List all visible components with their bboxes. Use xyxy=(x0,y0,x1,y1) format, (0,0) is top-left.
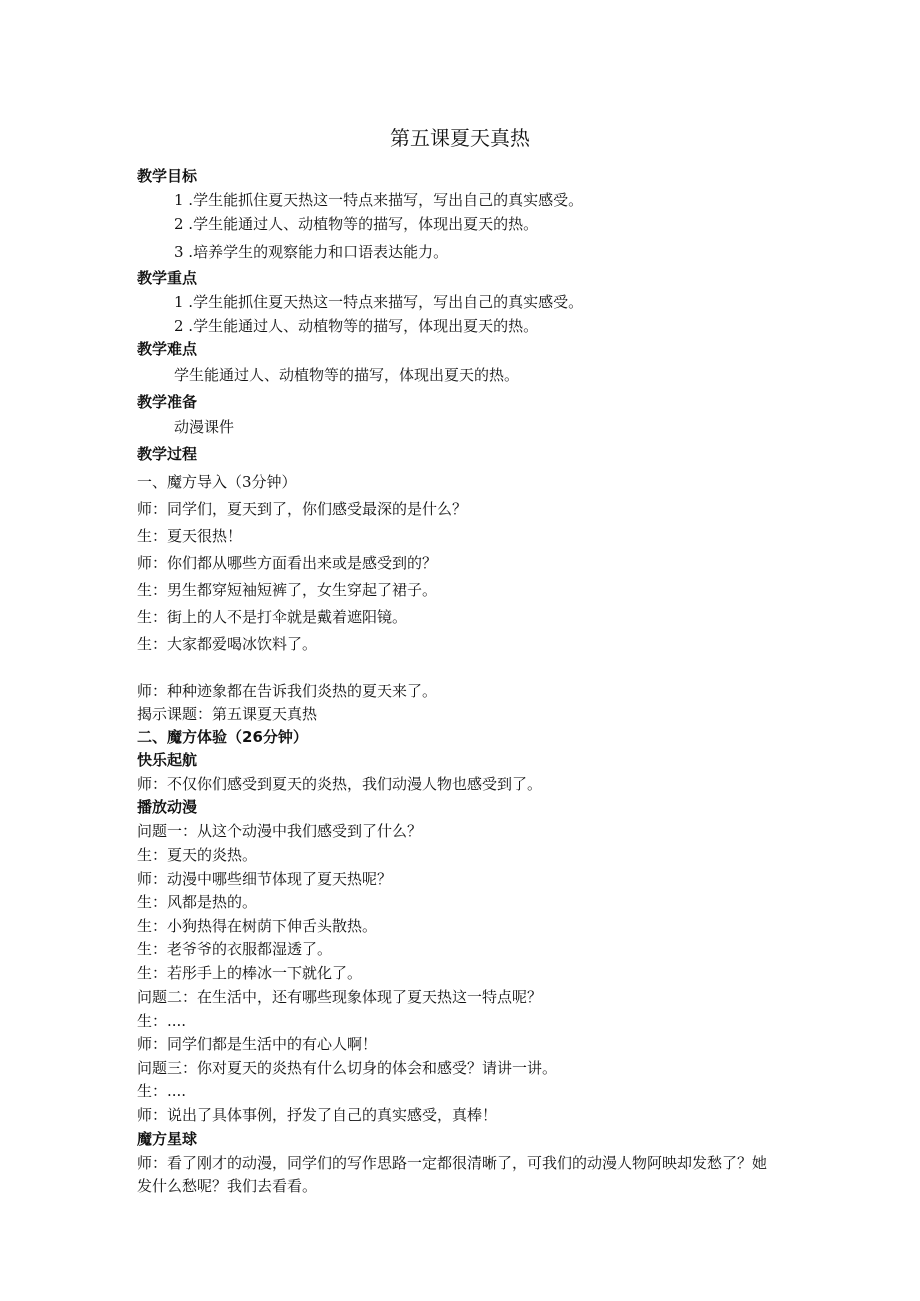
process-line: 问题二：在生活中，还有哪些现象体现了夏天热这一特点呢？ xyxy=(137,988,543,1006)
prep-heading: 教学准备 xyxy=(137,393,198,411)
process-line: 生：.... xyxy=(137,1082,187,1100)
process-line: 生：风都是热的。 xyxy=(137,893,258,911)
process-line: 问题一：从这个动漫中我们感受到了什么？ xyxy=(137,822,423,840)
process-line: 问题三：你对夏天的炎热有什么切身的体会和感受？请讲一讲。 xyxy=(137,1059,558,1077)
prep-text: 动漫课件 xyxy=(174,418,235,436)
key-item: 1 .学生能抓住夏天热这一特点来描写，写出自己的真实感受。 xyxy=(174,293,584,311)
process-heading: 教学过程 xyxy=(137,445,198,463)
process-line: 生：小狗热得在树荫下伸舌头散热。 xyxy=(137,917,378,935)
section-heading: 二、魔方体验（26分钟） xyxy=(137,728,308,746)
page-title: 第五课夏天真热 xyxy=(390,126,530,150)
process-line: 师：说出了具体事例，抒发了自己的真实感受，真棒！ xyxy=(137,1106,498,1124)
process-line: 揭示课题：第五课夏天真热 xyxy=(137,705,318,723)
difficult-heading: 教学难点 xyxy=(137,340,198,358)
section-heading: 魔方星球 xyxy=(137,1130,198,1148)
process-line: 师：不仅你们感受到夏天的炎热，我们动漫人物也感受到了。 xyxy=(137,775,543,793)
process-line: 师：你们都从哪些方面看出来或是感受到的？ xyxy=(137,554,438,572)
section-heading: 快乐起航 xyxy=(137,751,198,769)
process-line: 生：.... xyxy=(137,1012,187,1030)
process-line: 师：同学们都是生活中的有心人啊！ xyxy=(137,1035,378,1053)
process-line: 生：老爷爷的衣服都湿透了。 xyxy=(137,940,333,958)
process-line: 生：夏天的炎热。 xyxy=(137,846,258,864)
section-heading: 播放动漫 xyxy=(137,798,198,816)
process-line: 生：若彤手上的棒冰一下就化了。 xyxy=(137,964,363,982)
key-heading: 教学重点 xyxy=(137,269,198,287)
process-line: 一、魔方导入（3分钟） xyxy=(137,473,297,491)
key-item: 2 .学生能通过人、动植物等的描写，体现出夏天的热。 xyxy=(174,317,539,335)
difficult-text: 学生能通过人、动植物等的描写，体现出夏天的热。 xyxy=(174,366,520,384)
process-line: 生：男生都穿短袖短裤了，女生穿起了裙子。 xyxy=(137,581,438,599)
process-line: 生：大家都爱喝冰饮料了。 xyxy=(137,635,318,653)
process-line: 师：动漫中哪些细节体现了夏天热呢？ xyxy=(137,870,393,888)
process-line: 师：同学们，夏天到了，你们感受最深的是什么？ xyxy=(137,500,468,518)
goal-item: 2 .学生能通过人、动植物等的描写，体现出夏天的热。 xyxy=(174,215,539,233)
goal-item: 3 .培养学生的观察能力和口语表达能力。 xyxy=(174,243,449,261)
process-line: 生：街上的人不是打伞就是戴着遮阳镜。 xyxy=(137,608,408,626)
process-line: 师：看了刚才的动漫，同学们的写作思路一定都很清晰了，可我们的动漫人物阿映却发愁了？她发什么愁呢？我们去看看。 xyxy=(137,1154,768,1195)
goal-item: 1 .学生能抓住夏天热这一特点来描写，写出自己的真实感受。 xyxy=(174,191,584,209)
goals-heading: 教学目标 xyxy=(137,167,198,185)
process-line: 生：夏天很热！ xyxy=(137,527,243,545)
process-line: 师：种种迹象都在告诉我们炎热的夏天来了。 xyxy=(137,682,438,700)
